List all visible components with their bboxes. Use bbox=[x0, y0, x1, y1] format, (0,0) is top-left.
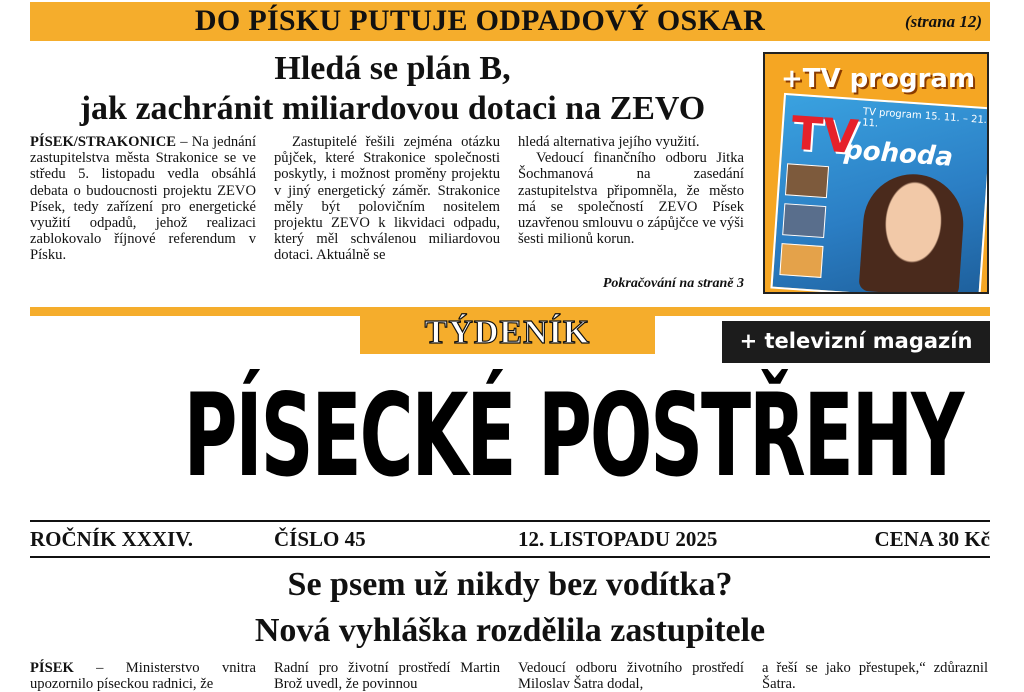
tv-promo-title: +TV program bbox=[780, 64, 976, 94]
lead-column-1 bbox=[30, 134, 256, 264]
tv-cover-logo: TV bbox=[789, 105, 861, 165]
second-headline-line1: Se psem už nikdy bez vodítka? bbox=[287, 566, 733, 603]
weekly-label: TÝDENÍK bbox=[424, 314, 591, 351]
newspaper-title: PÍSECKÉ POSTŘEHY bbox=[183, 370, 963, 503]
lead-col2-text: Zastupitelé řešili zejména otázku půjček, které Strakonice společnosti poskytly, i možnost proměny projektu v jiný energetický záměr. Strakonice měly být polovičním nositelem projektu ZEVO k likvidaci odpadu, který měl schválenou miliardovou dotaci. Aktuálně se bbox=[274, 134, 500, 264]
cover-thumbnail bbox=[785, 163, 829, 198]
lead-column-3 bbox=[518, 134, 744, 247]
tv-cover-name: pohoda bbox=[843, 135, 955, 173]
top-banner-title: DO PÍSKU PUTUJE ODPADOVÝ OSKAR bbox=[194, 4, 766, 37]
second-dateline: PÍSEK bbox=[30, 660, 74, 676]
tv-cover-dates: TV program 15. 11. – 21. 11. bbox=[861, 106, 988, 130]
issue-date: 12. LISTOPADU 2025 bbox=[518, 527, 718, 551]
divider bbox=[30, 556, 990, 558]
masthead bbox=[30, 362, 990, 512]
second-col1-text: – Ministerstvo vnitra upozornilo píseckou radnici, že bbox=[30, 660, 256, 692]
second-col2-text: Radní pro životní prostředí Martin Brož uvedl, že povinnou bbox=[274, 660, 500, 692]
issue-number: ČÍSLO 45 bbox=[274, 527, 366, 551]
lead-col3a-text: hledá alternativa jejího využití. bbox=[518, 134, 700, 150]
issue-volume: ROČNÍK XXXIV. bbox=[30, 527, 193, 551]
tv-program-promo[interactable] bbox=[763, 52, 989, 294]
lead-col3b-text: Vedoucí finančního odboru Jitka Šochmanová na zasedání zastupitelstva připomněla, že město má se společností ZEVO Písek uzavřenou smlouvu o zápůjčce ve výši šesti milionů korun. bbox=[518, 150, 744, 248]
second-column-1 bbox=[30, 660, 256, 692]
second-col3-text: Vedoucí odboru životního prostředí Miloslav Šatra dodal, bbox=[518, 660, 744, 692]
lead-headline-line2: jak zachránit miliardovou dotaci na ZEVO bbox=[79, 90, 706, 127]
second-column-2 bbox=[274, 660, 500, 692]
second-headline-line2: Nová vyhláška rozdělila zastupitele bbox=[254, 612, 766, 649]
top-banner-page-ref: (strana 12) bbox=[905, 12, 982, 31]
continued-link[interactable]: Pokračování na straně 3 bbox=[602, 276, 744, 291]
lead-dateline: PÍSEK/STRAKONICE bbox=[30, 134, 176, 150]
tv-magazine-label: + televizní magazín bbox=[739, 329, 973, 353]
lead-headline-line1: Hledá se plán B, bbox=[274, 50, 511, 87]
lead-col1-text: – Na jednání zastupitelstva města Strakonice se ve středu 5. listopadu vedla obsáhlá debata o budoucnosti projektu ZEVO Písek, tedy zařízení pro energetické využití odpadů, jehož realizaci zablokovalo říjnové referendum v Písku. bbox=[30, 134, 256, 264]
second-column-4 bbox=[762, 660, 988, 692]
issue-price: CENA 30 Kč bbox=[874, 527, 990, 551]
second-col4-text: a řeší se jako přestupek,“ zdůraznil Šatra. bbox=[762, 660, 988, 692]
weekly-tab bbox=[360, 312, 655, 354]
cover-thumbnail bbox=[782, 203, 826, 238]
second-column-3 bbox=[518, 660, 744, 692]
divider bbox=[30, 520, 990, 522]
cover-thumbnail bbox=[779, 243, 823, 278]
cover-portrait-photo bbox=[858, 171, 966, 294]
top-banner bbox=[30, 2, 990, 41]
lead-column-2 bbox=[274, 134, 500, 264]
tv-magazine-cover-image bbox=[770, 93, 989, 294]
